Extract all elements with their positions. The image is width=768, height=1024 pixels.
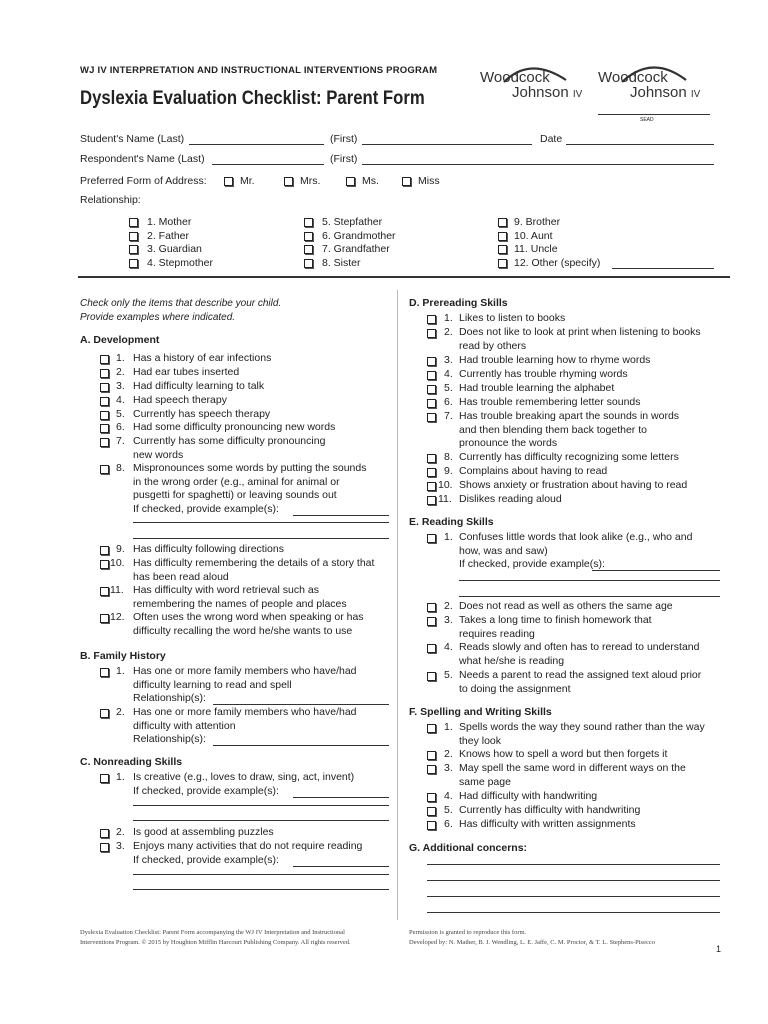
checklist-checkbox[interactable] [427,413,436,422]
section-title: A. Development [80,334,160,346]
item-text: they look [459,734,502,747]
item-text: in the wrong order (e.g., aminal for animal or [133,475,340,488]
item-text: how, was and saw) [459,544,548,557]
example-input-line[interactable] [293,797,389,798]
item-text: Often uses the wrong word when speaking or has [133,611,364,623]
checklist-checkbox[interactable] [100,411,109,420]
item-number: 6. [444,818,453,830]
relationship-option: 1. Mother [147,216,192,228]
woodcock-johnson-logo-2 [598,70,700,102]
checklist-checkbox[interactable] [100,829,109,838]
address-mrs-label: Mrs. [300,175,321,187]
item-number: 2. [116,826,125,838]
item-text: Currently has difficulty recognizing some letters [459,451,679,463]
item-text: Has one or more family members who have/had [133,706,357,718]
footer-line: Interventions Program. © 2015 by Houghton Mifflin Harcourt Publishing Company. All rights reserved. [80,939,351,946]
address-ms-label: Ms. [362,175,379,187]
logo1-line1: Woodcock [480,69,550,86]
section-title: F. Spelling and Writing Skills [409,706,552,718]
checklist-checkbox[interactable] [427,385,436,394]
item-number: 3. [116,840,125,852]
item-number: 9. [444,465,453,477]
item-text: pusgetti for spaghetti) or leaving sounds out [133,489,337,502]
checklist-checkbox[interactable] [100,546,109,555]
relationship-option: 5. Stepfather [322,216,383,228]
item-text: Dislikes reading aloud [459,493,562,505]
item-text: Has trouble breaking apart the sounds in words [459,410,680,422]
relationship-checkbox[interactable] [129,218,138,227]
checklist-checkbox[interactable] [100,587,109,596]
item-text: Complains about having to read [459,465,608,477]
relationship-checkbox[interactable] [129,232,138,241]
relationship-checkbox[interactable] [304,218,313,227]
section-title: B. Family History [80,650,166,662]
item-text: Enjoys many activities that do not require reading [133,840,363,852]
checklist-checkbox[interactable] [427,793,436,802]
item-number: 4. [444,641,453,653]
footer-permission [409,928,655,948]
item-number: 3. [444,762,453,774]
checklist-checkbox[interactable] [427,807,436,816]
example-input-line[interactable] [293,866,389,867]
item-text: pronounce the words [459,437,558,450]
checklist-checkbox[interactable] [427,765,436,774]
item-text: Has one or more family members who have/had [133,665,357,677]
item-text: read by others [459,339,527,352]
checklist-checkbox[interactable] [100,383,109,392]
item-text: to doing the assignment [459,682,571,695]
item-text: Needs a parent to read the assigned text aloud prior [459,669,702,681]
checklist-checkbox[interactable] [100,465,109,474]
checklist-checkbox[interactable] [427,603,436,612]
checklist-checkbox[interactable] [427,468,436,477]
item-number: 2. [444,748,453,760]
item-text: Relationship(s): [133,692,206,705]
relationship-checkbox[interactable] [129,245,138,254]
checklist-checkbox[interactable] [100,397,109,406]
checklist-checkbox[interactable] [427,534,436,543]
example-input-line[interactable] [133,805,389,806]
relationship-option: 8. Sister [322,257,361,269]
checklist-checkbox[interactable] [427,371,436,380]
respondents-name-label: Respondent's Name (Last) [80,153,205,165]
checklist-checkbox[interactable] [100,709,109,718]
respondents-first-name-field[interactable] [362,164,714,165]
header-divider [78,276,730,278]
item-text: Takes a long time to finish homework that [459,614,652,626]
item-number: 5. [116,408,125,420]
item-number: 3. [444,614,453,626]
logo1-line2: Johnson [512,84,569,101]
item-number: 6. [116,421,125,433]
item-text: Has difficulty with written assignments [459,818,636,830]
item-text: May spell the same word in different ways on the [459,762,686,774]
item-text: If checked, provide example(s): [133,784,279,797]
item-number: 7. [116,435,125,447]
additional-concerns-line[interactable] [427,880,720,881]
relationship-checkbox[interactable] [304,245,313,254]
item-number: 5. [444,382,453,394]
checklist-checkbox[interactable] [427,315,436,324]
item-text: Does not like to look at print when listening to books [459,326,701,338]
footer-line: Dyslexia Evaluation Checklist: Parent Form accompanying the WJ IV Interpretation and Instructional [80,929,345,936]
checklist-checkbox[interactable] [100,369,109,378]
item-number: 4. [444,368,453,380]
item-text: same page [459,775,511,788]
logo2-line2: Johnson [630,84,687,101]
page-number: 1 [716,944,722,954]
instruction-line: Provide examples where indicated. [80,311,236,323]
example-input-line[interactable] [592,570,720,571]
relationship-option: 3. Guardian [147,243,202,255]
item-text: Likes to listen to books [459,312,566,324]
students-first-label: (First) [330,133,358,145]
item-text: and then blending them back together to [459,423,647,436]
checklist-checkbox[interactable] [427,329,436,338]
students-last-name-field[interactable] [189,144,324,145]
example-input-line[interactable] [133,522,389,523]
item-number: 1. [116,665,125,677]
item-text: Currently has some difficulty pronouncing [133,435,326,447]
item-text: Has a history of ear infections [133,352,272,364]
footer-copyright [80,928,351,948]
checklist-checkbox[interactable] [100,355,109,364]
item-text: Reads slowly and often has to reread to understand [459,641,700,653]
item-text: difficulty learning to read and spell [133,678,292,691]
relationship-option: 12. Other (specify) [514,257,601,269]
checklist-checkbox[interactable] [427,399,436,408]
item-text: Knows how to spell a word but then forgets it [459,748,668,760]
item-number: 11. [110,584,124,596]
example-input-line[interactable] [133,538,389,539]
item-number: 4. [116,394,125,406]
item-number: 7. [444,410,453,422]
section-title: E. Reading Skills [409,516,494,528]
item-text: Mispronounces some words by putting the sounds [133,462,367,474]
relationship-option: 10. Aunt [514,230,553,242]
item-text: Had trouble learning the alphabet [459,382,615,394]
students-name-label: Student's Name (Last) [80,133,185,145]
relationship-checkbox[interactable] [498,218,507,227]
address-mr-label: Mr. [240,175,255,187]
checklist-checkbox[interactable] [427,821,436,830]
checklist-checkbox[interactable] [100,424,109,433]
item-number: 9. [116,543,125,555]
relationship-checkbox[interactable] [129,259,138,268]
item-number: 1. [116,352,125,364]
respondents-last-name-field[interactable] [212,164,324,165]
relationship-checkbox[interactable] [498,259,507,268]
additional-concerns-line[interactable] [427,912,720,913]
relationship-checkbox[interactable] [498,232,507,241]
item-number: 4. [444,790,453,802]
instruction-line: Check only the items that describe your child. [80,298,282,309]
item-text: Had difficulty with handwriting [459,790,598,802]
relationship-option: 7. Grandfather [322,243,390,255]
item-number: 2. [444,326,453,338]
item-number: 2. [444,600,453,612]
respondents-first-label: (First) [330,153,358,165]
item-text: requires reading [459,627,535,640]
item-text: remembering the names of people and places [133,597,347,610]
item-number: 12. [110,611,125,623]
item-text: Relationship(s): [133,733,206,746]
item-number: 8. [444,451,453,463]
relationship-option: 9. Brother [514,216,561,228]
item-text: Does not read as well as others the same age [459,600,673,612]
item-number: 5. [444,804,453,816]
address-mr-checkbox[interactable] [224,177,233,186]
example-input-line[interactable] [133,820,389,821]
example-input-line[interactable] [213,745,389,746]
relationship-option: 11. Uncle [514,243,558,255]
item-number: 2. [116,366,125,378]
other-specify-field[interactable] [612,268,714,269]
logo2-iv: IV [690,89,701,100]
item-text: Spells words the way they sound rather than the way [459,721,705,733]
item-text: has been read aloud [133,570,229,583]
item-text: Currently has trouble rhyming words [459,368,628,380]
address-mrs-checkbox[interactable] [284,177,293,186]
item-text: Confuses little words that look alike (e.g., who and [459,531,693,543]
example-input-line[interactable] [133,874,389,875]
address-miss-label: Miss [418,175,440,187]
checklist-checkbox[interactable] [427,672,436,681]
logo1-iv: IV [572,89,583,100]
item-text: difficulty with attention [133,719,236,732]
item-text: Has trouble remembering letter sounds [459,396,641,408]
checklist-checkbox[interactable] [100,438,109,447]
checklist-checkbox[interactable] [427,482,436,491]
relationship-option: 6. Grandmother [322,230,396,242]
column-divider [397,290,398,920]
address-ms-checkbox[interactable] [346,177,355,186]
relationship-checkbox[interactable] [304,232,313,241]
program-name: WJ IV INTERPRETATION AND INSTRUCTIONAL INTERVENTIONS PROGRAM [80,65,438,76]
item-text: Had trouble learning how to rhyme words [459,354,651,366]
page-title: Dyslexia Evaluation Checklist: Parent Form [80,88,425,109]
item-number: 11. [438,493,452,505]
section-title: D. Prereading Skills [409,297,508,309]
address-miss-checkbox[interactable] [402,177,411,186]
item-number: 3. [116,380,125,392]
item-number: 5. [444,669,453,681]
woodcock-johnson-logo-1 [480,70,582,102]
logo2-line1: Woodcock [598,69,668,86]
item-text: If checked, provide example(s): [133,853,279,866]
additional-concerns-line[interactable] [427,864,720,865]
item-text: Had difficulty learning to talk [133,380,265,392]
instructions [80,297,281,324]
example-input-line[interactable] [133,889,389,890]
relationship-option: 4. Stepmother [147,257,213,269]
example-input-line[interactable] [293,515,389,516]
item-text: If checked, provide example(s): [459,558,605,571]
checklist-checkbox[interactable] [427,724,436,733]
item-text: Shows anxiety or frustration about having to read [459,479,688,491]
checklist-checkbox[interactable] [427,496,436,505]
item-text: If checked, provide example(s): [133,502,279,515]
example-input-line[interactable] [459,596,720,597]
checklist-checkbox[interactable] [427,357,436,366]
checklist-checkbox[interactable] [100,668,109,677]
additional-concerns-line[interactable] [427,896,720,897]
students-first-name-field[interactable] [362,144,532,145]
item-number: 8. [116,462,125,474]
item-text: Had speech therapy [133,394,227,406]
item-text: Had ear tubes inserted [133,366,240,378]
item-text: what he/she is reading [459,654,565,667]
item-text: Had some difficulty pronouncing new words [133,421,336,433]
section-title: C. Nonreading Skills [80,756,183,768]
checklist-checkbox[interactable] [427,617,436,626]
item-number: 1. [444,721,453,733]
item-text: Has difficulty remembering the details of a story that [133,557,375,569]
section-title: G. Additional concerns: [409,842,528,854]
item-text: Is creative (e.g., loves to draw, sing, act, invent) [133,771,355,783]
preferred-address-label: Preferred Form of Address: [80,175,207,187]
date-label: Date [540,133,563,145]
relationship-checkbox[interactable] [498,245,507,254]
relationship-checkbox[interactable] [304,259,313,268]
seal-text: SEAD [640,117,654,123]
item-number: 1. [116,771,125,783]
item-number: 6. [444,396,453,408]
item-number: 3. [444,354,453,366]
checklist-checkbox[interactable] [427,644,436,653]
item-number: 2. [116,706,125,718]
item-number: 1. [444,531,453,543]
item-number: 10. [110,557,125,569]
item-text: Currently has difficulty with handwriting [459,804,641,816]
checklist-checkbox[interactable] [100,774,109,783]
footer-line: Developed by: N. Mather, B. J. Wendling, L. E. Jaffe, C. M. Proctor, & T. L. Stephens-Pisecco [409,939,655,946]
item-text: Has difficulty following directions [133,543,284,555]
date-field[interactable] [566,144,714,145]
checklist-checkbox[interactable] [427,454,436,463]
logo-underline [598,114,710,115]
item-text: Has difficulty with word retrieval such as [133,584,319,596]
item-text: Currently has speech therapy [133,408,271,420]
item-number: 1. [444,312,453,324]
item-text: Is good at assembling puzzles [133,826,274,838]
checklist-checkbox[interactable] [427,751,436,760]
item-number: 10. [438,479,453,491]
footer-line: Permission is granted to reproduce this form. [409,929,527,936]
checklist-checkbox[interactable] [100,614,109,623]
relationship-label: Relationship: [80,194,141,206]
item-text: difficulty recalling the word he/she wants to use [133,624,353,637]
example-input-line[interactable] [459,580,720,581]
checklist-checkbox[interactable] [100,560,109,569]
relationship-option: 2. Father [147,230,190,242]
item-text: new words [133,448,184,461]
checklist-checkbox[interactable] [100,843,109,852]
